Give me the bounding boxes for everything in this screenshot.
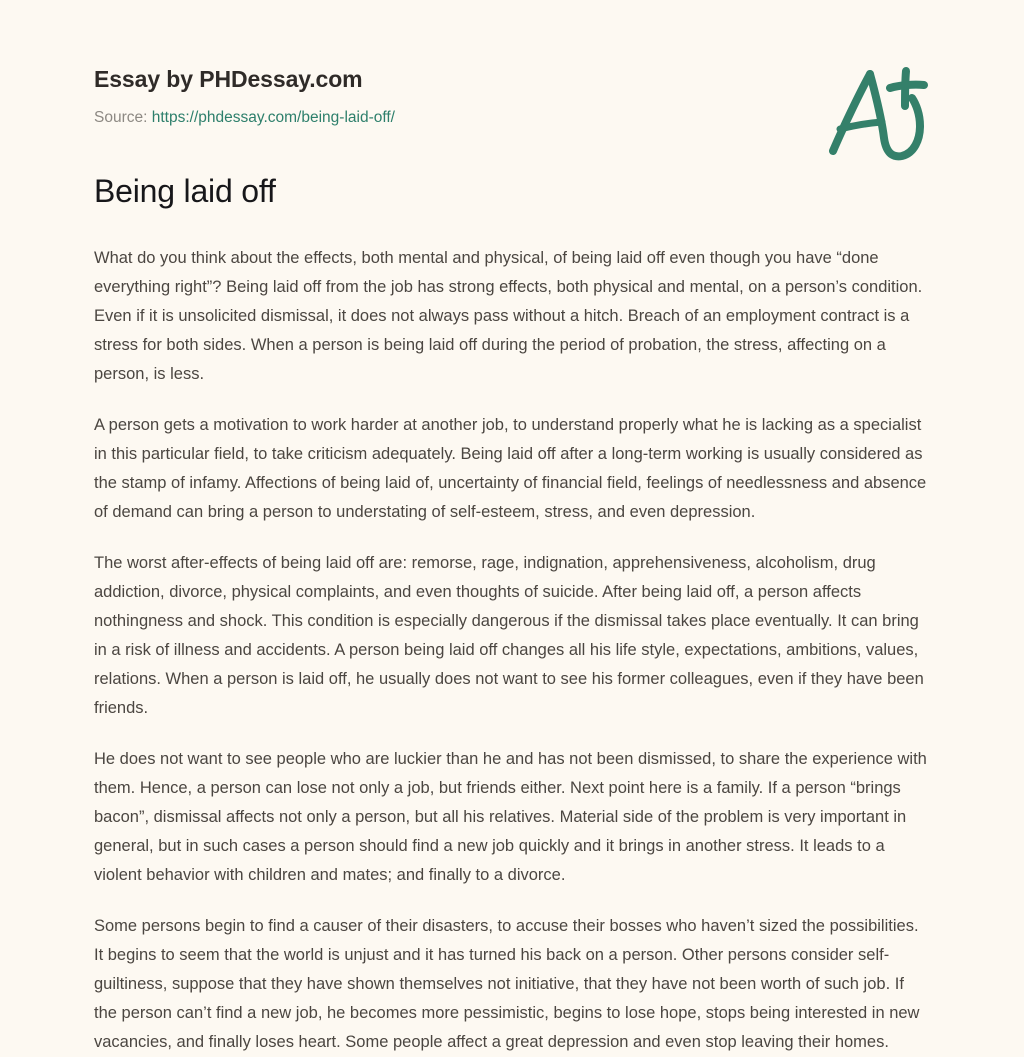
article-paragraph: He does not want to see people who are luckier than he and has not been dismissed, to share the experience with them. Hence, a person can lose not only a job, but friends either. Next point here is a family. If a person “brings bacon”, dismissal affects not only a person, but all his relatives. Material side of the problem is very important in general, but in such cases a person should find a new job quickly and it brings in another stress. It leads to a violent behavior with children and mates; and finally to a divorce. <box>94 750 927 885</box>
source-line <box>94 108 930 128</box>
article-paragraph: A person gets a motivation to work harder at another job, to understand properly what he is lacking as a specialist in this particular field, to take criticism adequately. Being laid off after a long-term working is usually considered as the stamp of infamy. Affections of being laid of, uncertainty of financial field, feelings of needlessness and absence of demand can bring a person to understating of self-esteem, stress, and even depression. <box>94 416 927 522</box>
article-paragraph: Some persons begin to find a causer of their disasters, to accuse their bosses who haven’t sized the possibilities. It begins to seem that the world is unjust and it has turned his back on a person. Other persons consider self-guiltiness, suppose that they have shown themselves not initiative, that they have not been worth of such job. If the person can’t find a new job, he becomes more pessimistic, begins to lose hope, stops being interested in new vacancies, and finally loses heart. Some people affect a great depression and even stop leaving their homes. <box>94 917 920 1052</box>
source-url-link[interactable]: https://phdessay.com/being-laid-off/ <box>151 108 395 126</box>
brand-title: Essay by PHDessay.com <box>94 66 363 92</box>
source-label: Source: <box>94 108 148 126</box>
page-title: Being laid off <box>94 172 276 209</box>
article-paragraph: The worst after-effects of being laid off are: remorse, rage, indignation, apprehensiveness, alcoholism, drug addiction, divorce, physical complaints, and even thoughts of suicide. After being laid off, a person affects nothingness and shock. This condition is especially dangerous if the dismissal takes place eventually. It can bring in a risk of illness and accidents. A person being laid off changes all his life style, expectations, ambitions, values, relations. When a person is laid off, he usually does not want to see his former colleagues, even if they have been friends. <box>94 554 924 718</box>
page-header <box>94 0 930 128</box>
article <box>94 172 930 1057</box>
article-paragraph: What do you think about the effects, both mental and physical, of being laid off even though you have “done everything right”? Being laid off from the job has strong effects, both physical and mental, on a person’s condition. Even if it is unsolicited dismissal, it does not always pass without a hitch. Breach of an employment contract is a stress for both sides. When a person is being laid off during the period of probation, the stress, affecting on a person, is less. <box>94 249 923 384</box>
article-body <box>94 244 930 1057</box>
